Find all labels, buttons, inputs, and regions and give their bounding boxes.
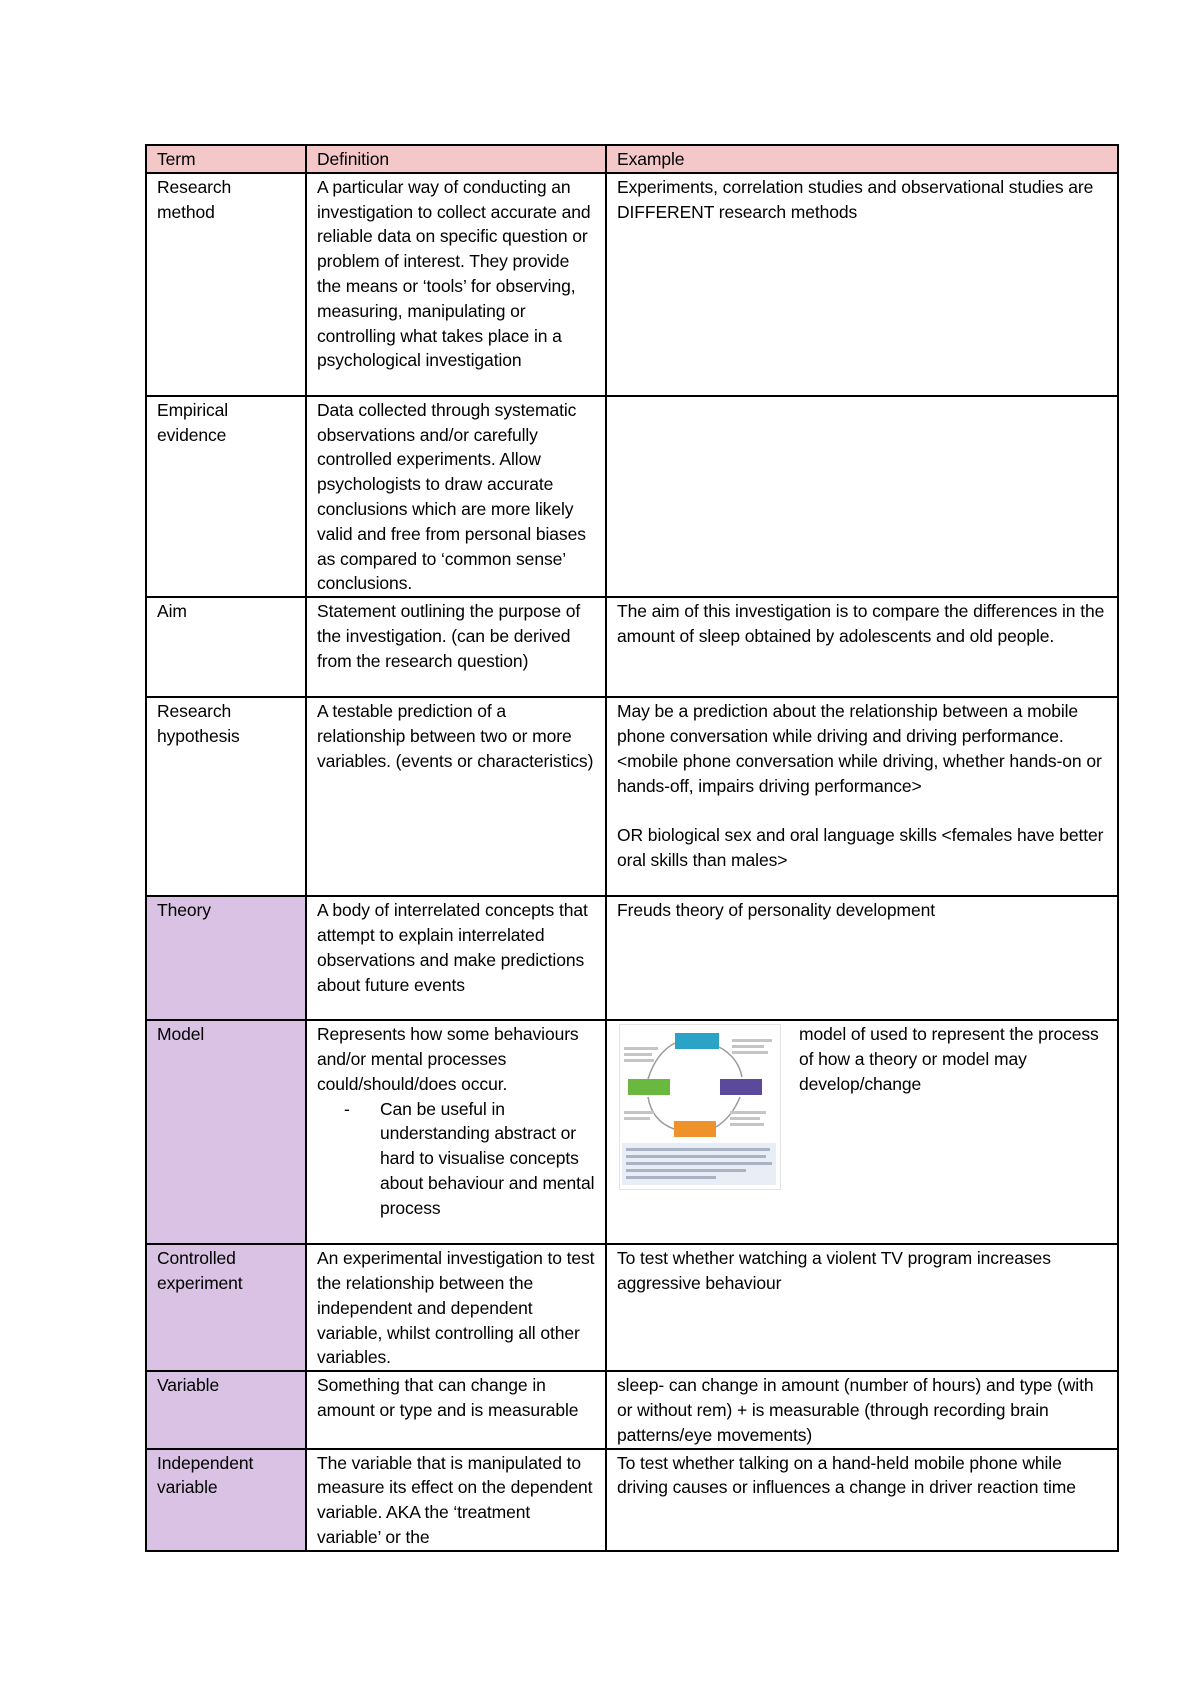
term-text: Independent variable: [157, 1452, 254, 1498]
term-cell: [146, 1020, 306, 1244]
term-text: Controlled experiment: [157, 1248, 243, 1293]
definition-cell: [306, 1020, 606, 1244]
example-text: To test whether talking on a hand-held mobile phone while driving causes or influences a change in driver reaction time: [617, 1452, 1076, 1498]
header-example: Example: [606, 145, 1118, 173]
definition-text: A testable prediction of a relationship between two or more variables. (events or characteristics): [317, 701, 594, 771]
example-text: The aim of this investigation is to compare the differences in the amount of sleep obtained by adolescents and old people.: [617, 601, 1105, 646]
term-text: Empirical evidence: [157, 399, 229, 445]
definition-text: A body of interrelated concepts that attempt to explain interrelated observations and make predictions about future events: [317, 900, 588, 995]
header-term: Term: [146, 145, 306, 173]
definition-text: A particular way of conducting an investigation to collect accurate and reliable data on specific question or problem of interest. They provide the means or ‘tools’ for observing, measuring, manipulating or controlling what takes place in a psychological investigation: [317, 176, 591, 371]
example-cell: [606, 896, 1118, 1020]
definition-cell: [306, 896, 606, 1020]
example-cell: [606, 597, 1118, 697]
term-text: Theory: [157, 900, 211, 921]
term-text: Variable: [157, 1375, 220, 1396]
definition-text: Represents how some behaviours and/or mental processes could/should/does occur.: [317, 1024, 579, 1094]
model-cycle-diagram-image: [619, 1024, 781, 1190]
term-cell: [146, 173, 306, 396]
term-cell: [146, 697, 306, 896]
definition-cell: [306, 173, 606, 396]
table-row: [146, 1020, 1118, 1244]
model-example: [617, 1022, 1107, 1190]
definition-bullet: - Can be useful in understanding abstract or hard to visualise concepts about behaviour and mental process: [380, 1097, 595, 1221]
example-text-2: OR biological sex and oral language skills <females have better oral skills than males>: [617, 825, 1104, 870]
term-cell: [146, 896, 306, 1020]
example-text: sleep- can change in amount (number of hours) and type (with or without rem) + is measurable (through recording brain patterns/eye movements): [617, 1375, 1094, 1445]
definition-cell: [306, 1371, 606, 1448]
example-text: Freuds theory of personality development: [617, 900, 935, 921]
term-text: Aim: [157, 601, 187, 622]
table-row: [146, 1244, 1118, 1371]
definition-bullet-list: [317, 1097, 595, 1221]
table-row: [146, 1371, 1118, 1448]
definition-text: An experimental investigation to test the relationship between the independent and dependent variable, whilst controlling all other variables.: [317, 1248, 595, 1368]
example-cell: [606, 1371, 1118, 1448]
table-header-row: [146, 145, 1118, 173]
table-row: [146, 896, 1118, 1020]
example-cell: [606, 1020, 1118, 1244]
term-text: Research method: [157, 176, 232, 222]
example-cell: [606, 173, 1118, 396]
example-text: model of used to represent the process of how a theory or model may develop/change: [799, 1024, 1099, 1094]
definition-cell: [306, 396, 606, 597]
term-text: Research hypothesis: [157, 701, 240, 746]
term-cell: [146, 597, 306, 697]
terms-table: [145, 144, 1119, 1552]
definition-cell: [306, 1449, 606, 1551]
example-text: May be a prediction about the relationship between a mobile phone conversation while driving and driving performance. <mobile phone conversation while driving, whether hands-on or hands-off, impairs driving performance>: [617, 701, 1102, 796]
example-cell: [606, 1449, 1118, 1551]
table-row: [146, 697, 1118, 896]
example-cell: [606, 697, 1118, 896]
paragraph-gap: [617, 798, 1107, 823]
example-text: Experiments, correlation studies and observational studies are DIFFERENT research methods: [617, 176, 1094, 222]
term-cell: [146, 1371, 306, 1448]
table-row: [146, 597, 1118, 697]
definition-text: Data collected through systematic observations and/or carefully controlled experiments. Allow psychologists to draw accurate conclusions which are more likely valid and free from personal biases as compared to ‘common sense’ conclusions.: [317, 399, 586, 594]
term-cell: [146, 1449, 306, 1551]
header-definition: Definition: [306, 145, 606, 173]
definition-cell: [306, 1244, 606, 1371]
definition-cell: [306, 597, 606, 697]
term-cell: [146, 396, 306, 597]
table-row: [146, 1449, 1118, 1551]
example-cell: [606, 396, 1118, 597]
example-text: To test whether watching a violent TV program increases aggressive behaviour: [617, 1248, 1051, 1293]
definition-text: Statement outlining the purpose of the investigation. (can be derived from the research question): [317, 601, 581, 671]
definition-text: The variable that is manipulated to measure its effect on the dependent variable. AKA the ‘treatment variable’ or the: [317, 1452, 593, 1547]
term-cell: [146, 1244, 306, 1371]
term-text: Model: [157, 1024, 205, 1045]
table-row: [146, 396, 1118, 597]
definition-text: Something that can change in amount or type and is measurable: [317, 1375, 579, 1420]
example-cell: [606, 1244, 1118, 1371]
definition-cell: [306, 697, 606, 896]
table-row: [146, 173, 1118, 396]
